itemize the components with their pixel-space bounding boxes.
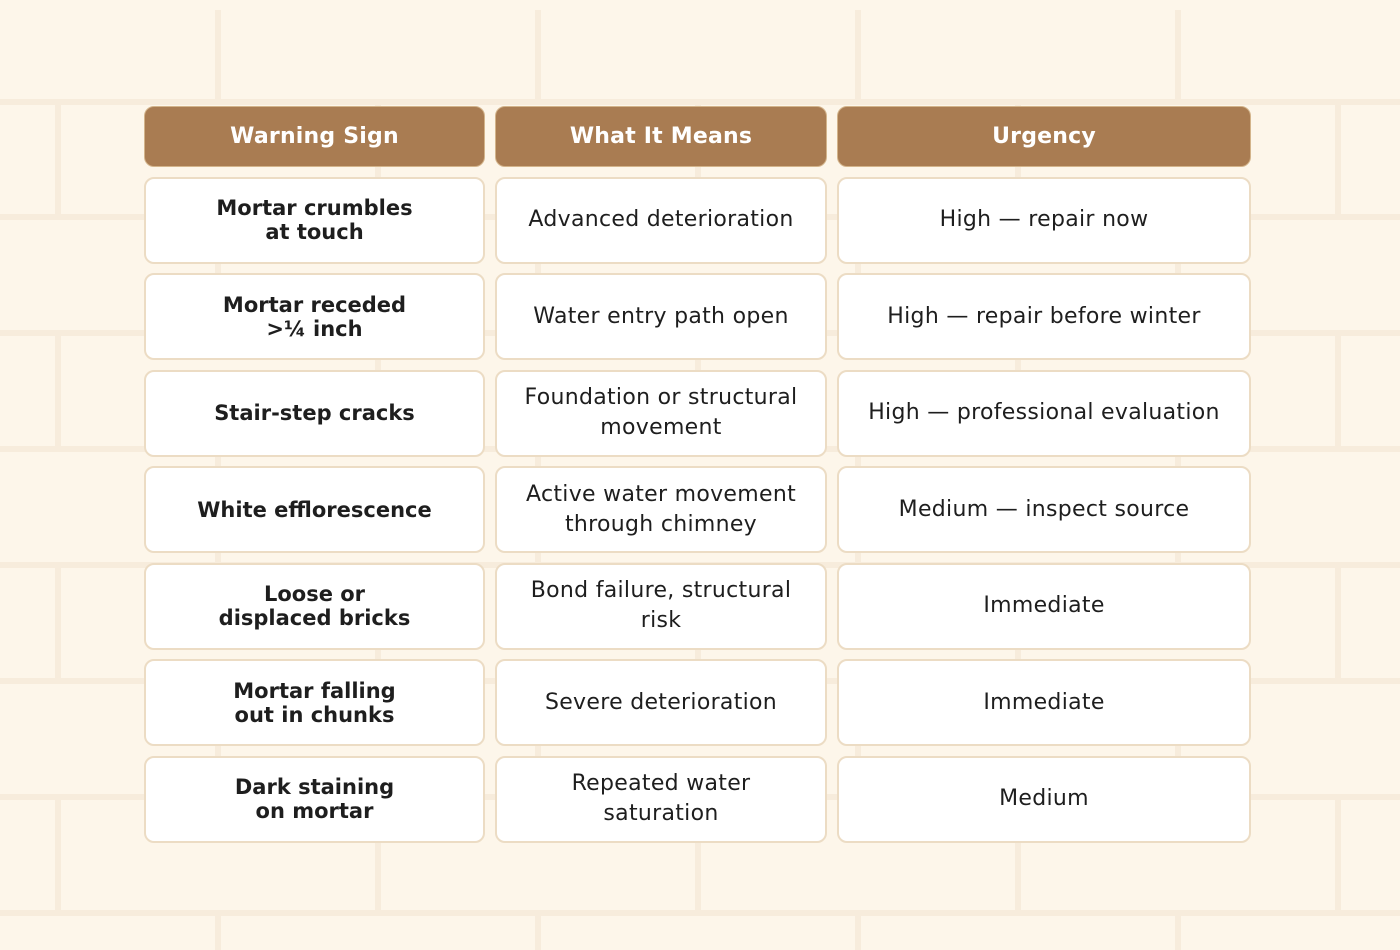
urgency-cell: Medium xyxy=(837,756,1251,843)
header-urgency: Urgency xyxy=(837,106,1251,167)
meaning-cell: Foundation or structural movement xyxy=(495,370,827,457)
header-what-it-means: What It Means xyxy=(495,106,827,167)
urgency-cell: Immediate xyxy=(837,659,1251,746)
urgency-cell: Immediate xyxy=(837,563,1251,650)
urgency-cell: Medium — inspect source xyxy=(837,466,1251,553)
meaning-cell: Bond failure, structural risk xyxy=(495,563,827,650)
urgency-cell: High — repair before winter xyxy=(837,273,1251,360)
header-warning-sign: Warning Sign xyxy=(144,106,485,167)
meaning-cell: Advanced deterioration xyxy=(495,177,827,264)
meaning-cell: Water entry path open xyxy=(495,273,827,360)
warning-sign-cell: Mortar receded >¼ inch xyxy=(144,273,485,360)
warning-sign-cell: Stair-step cracks xyxy=(144,370,485,457)
urgency-cell: High — professional evaluation xyxy=(837,370,1251,457)
warning-sign-cell: Mortar crumbles at touch xyxy=(144,177,485,264)
meaning-cell: Severe deterioration xyxy=(495,659,827,746)
meaning-cell: Repeated water saturation xyxy=(495,756,827,843)
warning-sign-cell: Mortar falling out in chunks xyxy=(144,659,485,746)
warning-sign-cell: Loose or displaced bricks xyxy=(144,563,485,650)
meaning-cell: Active water movement through chimney xyxy=(495,466,827,553)
urgency-cell: High — repair now xyxy=(837,177,1251,264)
warning-sign-cell: White efflorescence xyxy=(144,466,485,553)
warning-sign-cell: Dark staining on mortar xyxy=(144,756,485,843)
warning-signs-table xyxy=(144,106,1251,843)
